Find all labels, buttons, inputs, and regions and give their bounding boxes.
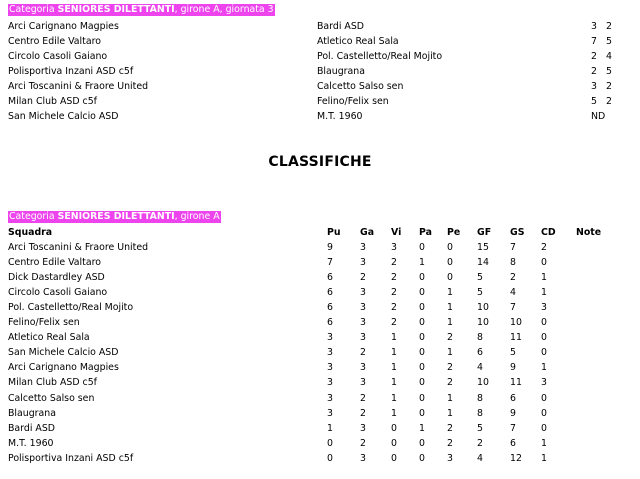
goals-against: 11 xyxy=(510,332,522,344)
standings-banner-category: SENIORES DILETTANTI xyxy=(57,211,175,222)
points: 1 xyxy=(327,422,333,434)
goals-for: 10 xyxy=(477,302,489,314)
drawn: 0 xyxy=(419,332,425,344)
discipline: 0 xyxy=(541,347,547,359)
played: 3 xyxy=(360,242,366,253)
away-score: 2 xyxy=(606,81,612,92)
points: 3 xyxy=(327,347,333,359)
lost: 1 xyxy=(447,302,453,314)
team-name: Polisportiva Inzani ASD c5f xyxy=(8,452,134,464)
team-name: San Michele Calcio ASD xyxy=(8,347,119,359)
standings-row xyxy=(0,421,640,436)
results-banner-suffix: , girone A, giornata 3 xyxy=(174,4,274,15)
played: 3 xyxy=(360,422,366,434)
discipline: 1 xyxy=(541,437,547,449)
points: 9 xyxy=(327,242,333,253)
goals-against: 7 xyxy=(510,242,516,253)
standings-row xyxy=(0,406,640,421)
results-banner-prefix: Categoria xyxy=(9,4,58,15)
drawn: 0 xyxy=(419,302,425,314)
standings-banner-suffix: , girone A xyxy=(174,211,220,222)
goals-for: 8 xyxy=(477,407,483,419)
goals-for: 2 xyxy=(477,437,483,449)
lost: 1 xyxy=(447,287,453,299)
team-name: Felino/Felix sen xyxy=(8,317,80,329)
standings-row xyxy=(0,451,640,466)
lost: 3 xyxy=(447,452,453,464)
away-team: M.T. 1960 xyxy=(317,111,363,122)
team-name: Atletico Real Sala xyxy=(8,332,90,344)
won: 1 xyxy=(391,377,397,389)
standings-header-row xyxy=(0,225,640,240)
won: 0 xyxy=(391,452,397,464)
discipline: 0 xyxy=(541,407,547,419)
points: 3 xyxy=(327,392,333,404)
lost: 0 xyxy=(447,272,453,284)
played: 2 xyxy=(360,407,366,419)
standings-row xyxy=(0,255,640,270)
goals-against: 6 xyxy=(510,392,516,404)
standings-row xyxy=(0,270,640,285)
discipline: 2 xyxy=(541,242,547,253)
home-team: Milan Club ASD c5f xyxy=(8,96,97,107)
column-header-won: Vi xyxy=(391,227,402,238)
goals-for: 15 xyxy=(477,242,489,253)
home-team: Circolo Casoli Gaiano xyxy=(8,51,108,62)
team-name: Circolo Casoli Gaiano xyxy=(8,287,108,299)
drawn: 0 xyxy=(419,272,425,284)
match-row xyxy=(0,94,640,109)
away-score: 2 xyxy=(606,96,612,107)
played: 2 xyxy=(360,272,366,284)
column-header-lost: Pe xyxy=(447,227,461,238)
home-team: Centro Edile Valtaro xyxy=(8,36,101,47)
points: 3 xyxy=(327,407,333,419)
goals-for: 6 xyxy=(477,347,483,359)
column-header-team: Squadra xyxy=(8,227,53,238)
team-name: Pol. Castelletto/Real Mojito xyxy=(8,302,134,314)
lost: 2 xyxy=(447,377,453,389)
played: 2 xyxy=(360,437,366,449)
won: 1 xyxy=(391,392,397,404)
standings-row xyxy=(0,330,640,345)
goals-for: 10 xyxy=(477,317,489,329)
points: 0 xyxy=(327,452,333,464)
column-header-goals-against: GS xyxy=(510,227,525,238)
goals-for: 5 xyxy=(477,287,483,299)
column-header-points: Pu xyxy=(327,227,341,238)
goals-for: 8 xyxy=(477,332,483,344)
goals-against: 7 xyxy=(510,302,516,314)
standings-row xyxy=(0,285,640,300)
match-row xyxy=(0,109,640,124)
goals-against: 2 xyxy=(510,272,516,284)
won: 3 xyxy=(391,242,397,253)
points: 6 xyxy=(327,302,333,314)
home-score: 2 xyxy=(591,66,597,77)
team-name: Arci Toscanini & Fraore United xyxy=(8,242,149,253)
lost: 0 xyxy=(447,257,453,269)
goals-for: 8 xyxy=(477,392,483,404)
played: 3 xyxy=(360,377,366,389)
lost: 2 xyxy=(447,422,453,434)
column-header-goals-for: GF xyxy=(477,227,492,238)
goals-against: 4 xyxy=(510,287,516,299)
goals-against: 11 xyxy=(510,377,522,389)
won: 1 xyxy=(391,332,397,344)
team-name: Dick Dastardley ASD xyxy=(8,272,105,284)
drawn: 0 xyxy=(419,317,425,329)
discipline: 0 xyxy=(541,422,547,434)
goals-for: 4 xyxy=(477,362,483,374)
played: 2 xyxy=(360,347,366,359)
team-name: Calcetto Salso sen xyxy=(8,392,95,404)
points: 6 xyxy=(327,272,333,284)
lost: 2 xyxy=(447,332,453,344)
home-team: Arci Carignano Magpies xyxy=(8,21,119,32)
standings-row xyxy=(0,375,640,390)
lost: 2 xyxy=(447,362,453,374)
lost: 1 xyxy=(447,347,453,359)
standings-row xyxy=(0,240,640,255)
results-banner-category: SENIORES DILETTANTI xyxy=(57,4,175,15)
match-row xyxy=(0,64,640,79)
played: 3 xyxy=(360,317,366,329)
won: 1 xyxy=(391,407,397,419)
lost: 0 xyxy=(447,242,453,253)
standings-row xyxy=(0,300,640,315)
away-team: Felino/Felix sen xyxy=(317,96,389,107)
points: 3 xyxy=(327,362,333,374)
lost: 2 xyxy=(447,437,453,449)
home-score: 5 xyxy=(591,96,597,107)
away-score: 5 xyxy=(606,66,612,77)
team-name: Centro Edile Valtaro xyxy=(8,257,101,269)
won: 1 xyxy=(391,347,397,359)
standings-row xyxy=(0,345,640,360)
discipline: 3 xyxy=(541,377,547,389)
discipline: 0 xyxy=(541,317,547,329)
points: 6 xyxy=(327,317,333,329)
drawn: 0 xyxy=(419,377,425,389)
results-category-banner xyxy=(8,4,275,16)
drawn: 1 xyxy=(419,422,425,434)
points: 3 xyxy=(327,377,333,389)
away-team: Pol. Castelletto/Real Mojito xyxy=(317,51,443,62)
column-header-notes: Note xyxy=(576,227,602,238)
goals-against: 6 xyxy=(510,437,516,449)
goals-against: 9 xyxy=(510,407,516,419)
lost: 1 xyxy=(447,392,453,404)
standings-row xyxy=(0,436,640,451)
played: 3 xyxy=(360,257,366,269)
drawn: 0 xyxy=(419,347,425,359)
goals-against: 9 xyxy=(510,362,516,374)
away-team: Calcetto Salso sen xyxy=(317,81,404,92)
won: 0 xyxy=(391,437,397,449)
away-score: 4 xyxy=(606,51,612,62)
won: 2 xyxy=(391,302,397,314)
home-team: San Michele Calcio ASD xyxy=(8,111,119,122)
match-row xyxy=(0,19,640,34)
column-header-discipline: CD xyxy=(541,227,556,238)
lost: 1 xyxy=(447,407,453,419)
standings-title: CLASSIFICHE xyxy=(268,154,372,170)
goals-against: 10 xyxy=(510,317,522,329)
drawn: 1 xyxy=(419,257,425,269)
won: 2 xyxy=(391,257,397,269)
points: 3 xyxy=(327,332,333,344)
discipline: 0 xyxy=(541,392,547,404)
won: 0 xyxy=(391,422,397,434)
goals-for: 5 xyxy=(477,272,483,284)
match-row xyxy=(0,79,640,94)
discipline: 1 xyxy=(541,452,547,464)
standings-category-banner xyxy=(8,211,221,223)
goals-against: 7 xyxy=(510,422,516,434)
drawn: 0 xyxy=(419,437,425,449)
discipline: 1 xyxy=(541,362,547,374)
column-header-drawn: Pa xyxy=(419,227,432,238)
standings-row xyxy=(0,391,640,406)
team-name: M.T. 1960 xyxy=(8,437,54,449)
match-row xyxy=(0,34,640,49)
points: 0 xyxy=(327,437,333,449)
played: 3 xyxy=(360,332,366,344)
drawn: 0 xyxy=(419,362,425,374)
home-score: 3 xyxy=(591,21,597,32)
away-score: 2 xyxy=(606,21,612,32)
column-header-played: Ga xyxy=(360,227,375,238)
standings-row xyxy=(0,360,640,375)
goals-for: 14 xyxy=(477,257,489,269)
drawn: 0 xyxy=(419,407,425,419)
played: 3 xyxy=(360,362,366,374)
team-name: Blaugrana xyxy=(8,407,56,419)
discipline: 0 xyxy=(541,257,547,269)
won: 2 xyxy=(391,317,397,329)
goals-for: 4 xyxy=(477,452,483,464)
goals-against: 12 xyxy=(510,452,522,464)
points: 6 xyxy=(327,287,333,299)
discipline: 1 xyxy=(541,287,547,299)
team-name: Arci Carignano Magpies xyxy=(8,362,119,374)
home-score: 3 xyxy=(591,81,597,92)
drawn: 0 xyxy=(419,287,425,299)
standings-banner-prefix: Categoria xyxy=(9,211,58,222)
drawn: 0 xyxy=(419,392,425,404)
match-note: ND xyxy=(591,111,606,122)
goals-for: 10 xyxy=(477,377,489,389)
goals-for: 5 xyxy=(477,422,483,434)
away-score: 5 xyxy=(606,36,612,47)
away-team: Atletico Real Sala xyxy=(317,36,399,47)
away-team: Blaugrana xyxy=(317,66,365,77)
played: 3 xyxy=(360,287,366,299)
won: 1 xyxy=(391,362,397,374)
home-team: Arci Toscanini & Fraore United xyxy=(8,81,149,92)
played: 3 xyxy=(360,302,366,314)
played: 3 xyxy=(360,452,366,464)
played: 2 xyxy=(360,392,366,404)
drawn: 0 xyxy=(419,242,425,253)
discipline: 1 xyxy=(541,272,547,284)
won: 2 xyxy=(391,272,397,284)
home-score: 7 xyxy=(591,36,597,47)
discipline: 3 xyxy=(541,302,547,314)
discipline: 0 xyxy=(541,332,547,344)
home-team: Polisportiva Inzani ASD c5f xyxy=(8,66,134,77)
standings-row xyxy=(0,315,640,330)
points: 7 xyxy=(327,257,333,269)
home-score: 2 xyxy=(591,51,597,62)
match-row xyxy=(0,49,640,64)
team-name: Milan Club ASD c5f xyxy=(8,377,97,389)
team-name: Bardi ASD xyxy=(8,422,55,434)
lost: 1 xyxy=(447,317,453,329)
goals-against: 5 xyxy=(510,347,516,359)
drawn: 0 xyxy=(419,452,425,464)
goals-against: 8 xyxy=(510,257,516,269)
away-team: Bardi ASD xyxy=(317,21,364,32)
won: 2 xyxy=(391,287,397,299)
